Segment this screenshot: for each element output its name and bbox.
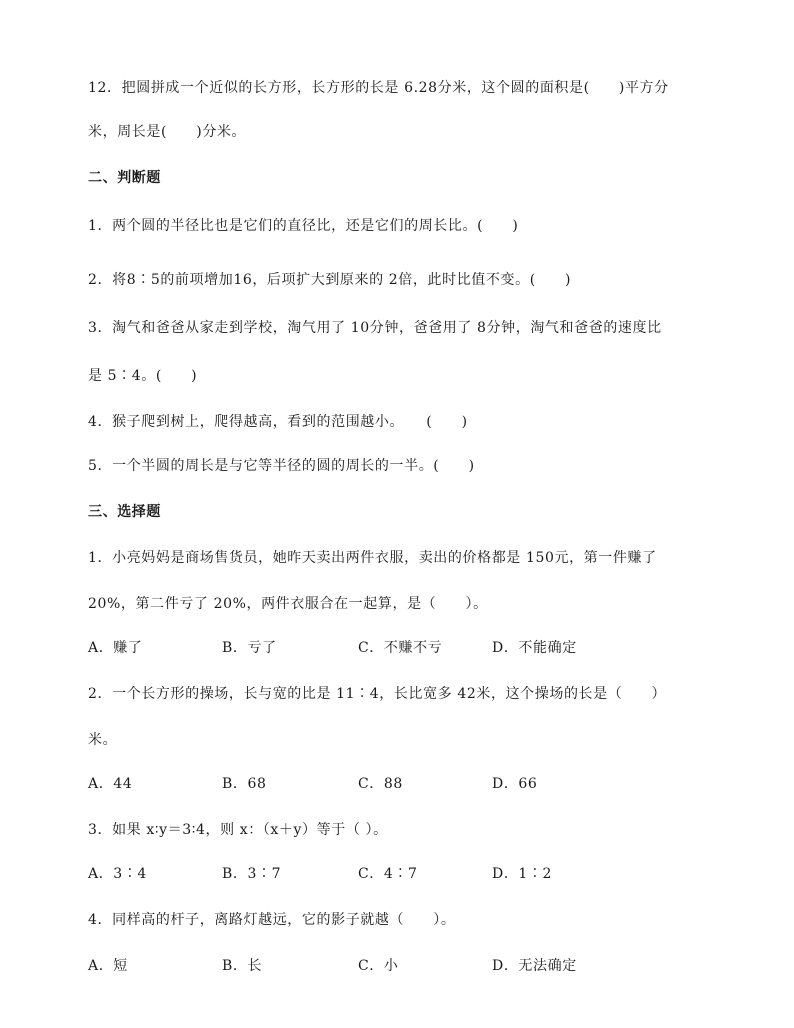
judge-item-2: 2．将8∶5的前项增加16，后项扩大到原来的 2倍，此时比值不变。( ) <box>88 272 572 288</box>
choice-q3-options <box>0 864 794 884</box>
choice-q1-line1: 1．小亮妈妈是商场售货员，她昨天卖出两件衣服，卖出的价格都是 150元，第一件赚了 <box>88 550 657 566</box>
choice-q1-option-a: A．赚了 <box>88 640 143 656</box>
choice-q3-option-b: B．3∶7 <box>222 866 282 882</box>
choice-q4-option-a: A．短 <box>88 958 128 974</box>
choice-q4-option-c: C．小 <box>358 958 399 974</box>
choice-q2-line2: 米。 <box>88 732 118 748</box>
choice-q1-line2: 20%，第二件亏了 20%，两件衣服合在一起算，是（ ）。 <box>88 596 488 612</box>
choice-q4-options <box>0 956 794 976</box>
q12-line2: 米，周长是( )分米。 <box>88 124 247 140</box>
judge-item-3-line1: 3．淘气和爸爸从家走到学校，淘气用了 10分钟，爸爸用了 8分钟，淘气和爸爸的速度比 <box>88 320 662 336</box>
choice-q4-line1: 4．同样高的杆子，离路灯越远，它的影子就越（ ）。 <box>88 912 456 928</box>
choice-q2-option-c: C．88 <box>358 776 403 792</box>
choice-q2-option-a: A．44 <box>88 776 133 792</box>
choice-q2-option-d: D．66 <box>492 776 538 792</box>
choice-q4-option-d: D．无法确定 <box>492 958 577 974</box>
judge-item-4: 4．猴子爬到树上，爬得越高，看到的范围越小。 ( ) <box>88 414 468 430</box>
choice-q2-options <box>0 774 794 794</box>
judge-item-1: 1．两个圆的半径比也是它们的直径比，还是它们的周长比。( ) <box>88 218 519 234</box>
choice-q3-option-c: C．4∶7 <box>358 866 418 882</box>
section2-title: 二、判断题 <box>88 170 161 186</box>
section3-title: 三、选择题 <box>88 504 161 520</box>
choice-q1-option-d: D．不能确定 <box>492 640 577 656</box>
choice-q2-option-b: B．68 <box>222 776 267 792</box>
choice-q2-line1: 2．一个长方形的操场，长与宽的比是 11∶4，长比宽多 42米，这个操场的长是（ ） <box>88 686 667 702</box>
choice-q3-line1: 3．如果 x∶y＝3∶4，则 x：（x＋y）等于（ ）。 <box>88 822 388 838</box>
choice-q4-option-b: B．长 <box>222 958 263 974</box>
judge-item-5: 5．一个半圆的周长是与它等半径的圆的周长的一半。( ) <box>88 458 475 474</box>
choice-q1-option-c: C．不赚不亏 <box>358 640 443 656</box>
q12-line1: 12．把圆拼成一个近似的长方形，长方形的长是 6.28分米，这个圆的面积是( )平方分 <box>88 80 669 96</box>
choice-q3-option-a: A．3∶4 <box>88 866 147 882</box>
choice-q3-option-d: D．1∶2 <box>492 866 553 882</box>
choice-q1-option-b: B．亏了 <box>222 640 277 656</box>
judge-item-3-line2: 是 5∶4。( ) <box>88 368 198 384</box>
choice-q1-options <box>0 638 794 658</box>
